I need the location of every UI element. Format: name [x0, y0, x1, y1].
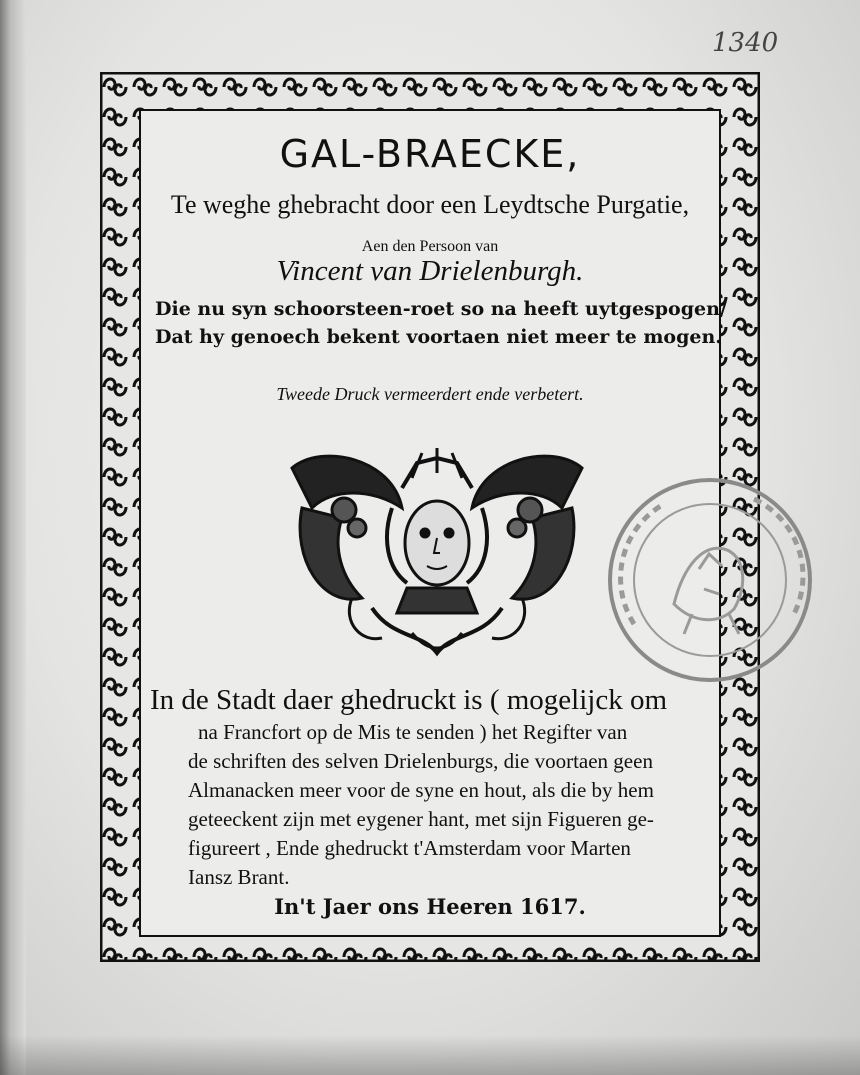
imprint-line: Almanacken meer voor de syne en hout, als die by hem	[188, 778, 654, 802]
imprint-line: de schriften des selven Drielenburgs, die voortaen geen	[188, 749, 653, 773]
imprint-line: na Francfort op de Mis te senden ) het Regifter van	[198, 720, 628, 744]
imprint-line: figureert , Ende ghedruckt t'Amsterdam voor Marten	[188, 836, 631, 860]
imprint-line: In de Stadt daer ghedruckt is ( mogelijck om	[150, 684, 668, 716]
dedication-line: Aen den Persoon van	[361, 238, 499, 255]
imprint-block	[150, 682, 730, 892]
woodcut-ornament-image	[282, 448, 592, 668]
blackletter-line: Die nu syn schoorsteen-roet so na heeft uytgespogen/	[155, 298, 727, 320]
imprint-line: geteeckent zijn met eygener hant, met sijn Figueren ge-	[188, 807, 654, 831]
subtitle-line: Te weghe ghebracht door een Leydtsche Purgatie,	[170, 190, 690, 219]
page-shadow	[0, 1035, 860, 1075]
library-stamp-image	[604, 474, 816, 686]
imprint-line: Iansz Brant.	[188, 865, 290, 889]
title-heading: GAL-BRAECKE,	[279, 132, 581, 176]
blackletter-line: Dat hy genoech bekent voortaen niet meer te mogen.	[155, 326, 722, 348]
person-name: Vincent van Drielenburgh.	[276, 255, 584, 287]
edition-note: Tweede Druck vermeerdert ende verbetert.	[276, 384, 584, 404]
year-line: In't Jaer ons Heeren 1617.	[274, 894, 586, 919]
shelfmark-number: 1340	[712, 28, 779, 58]
